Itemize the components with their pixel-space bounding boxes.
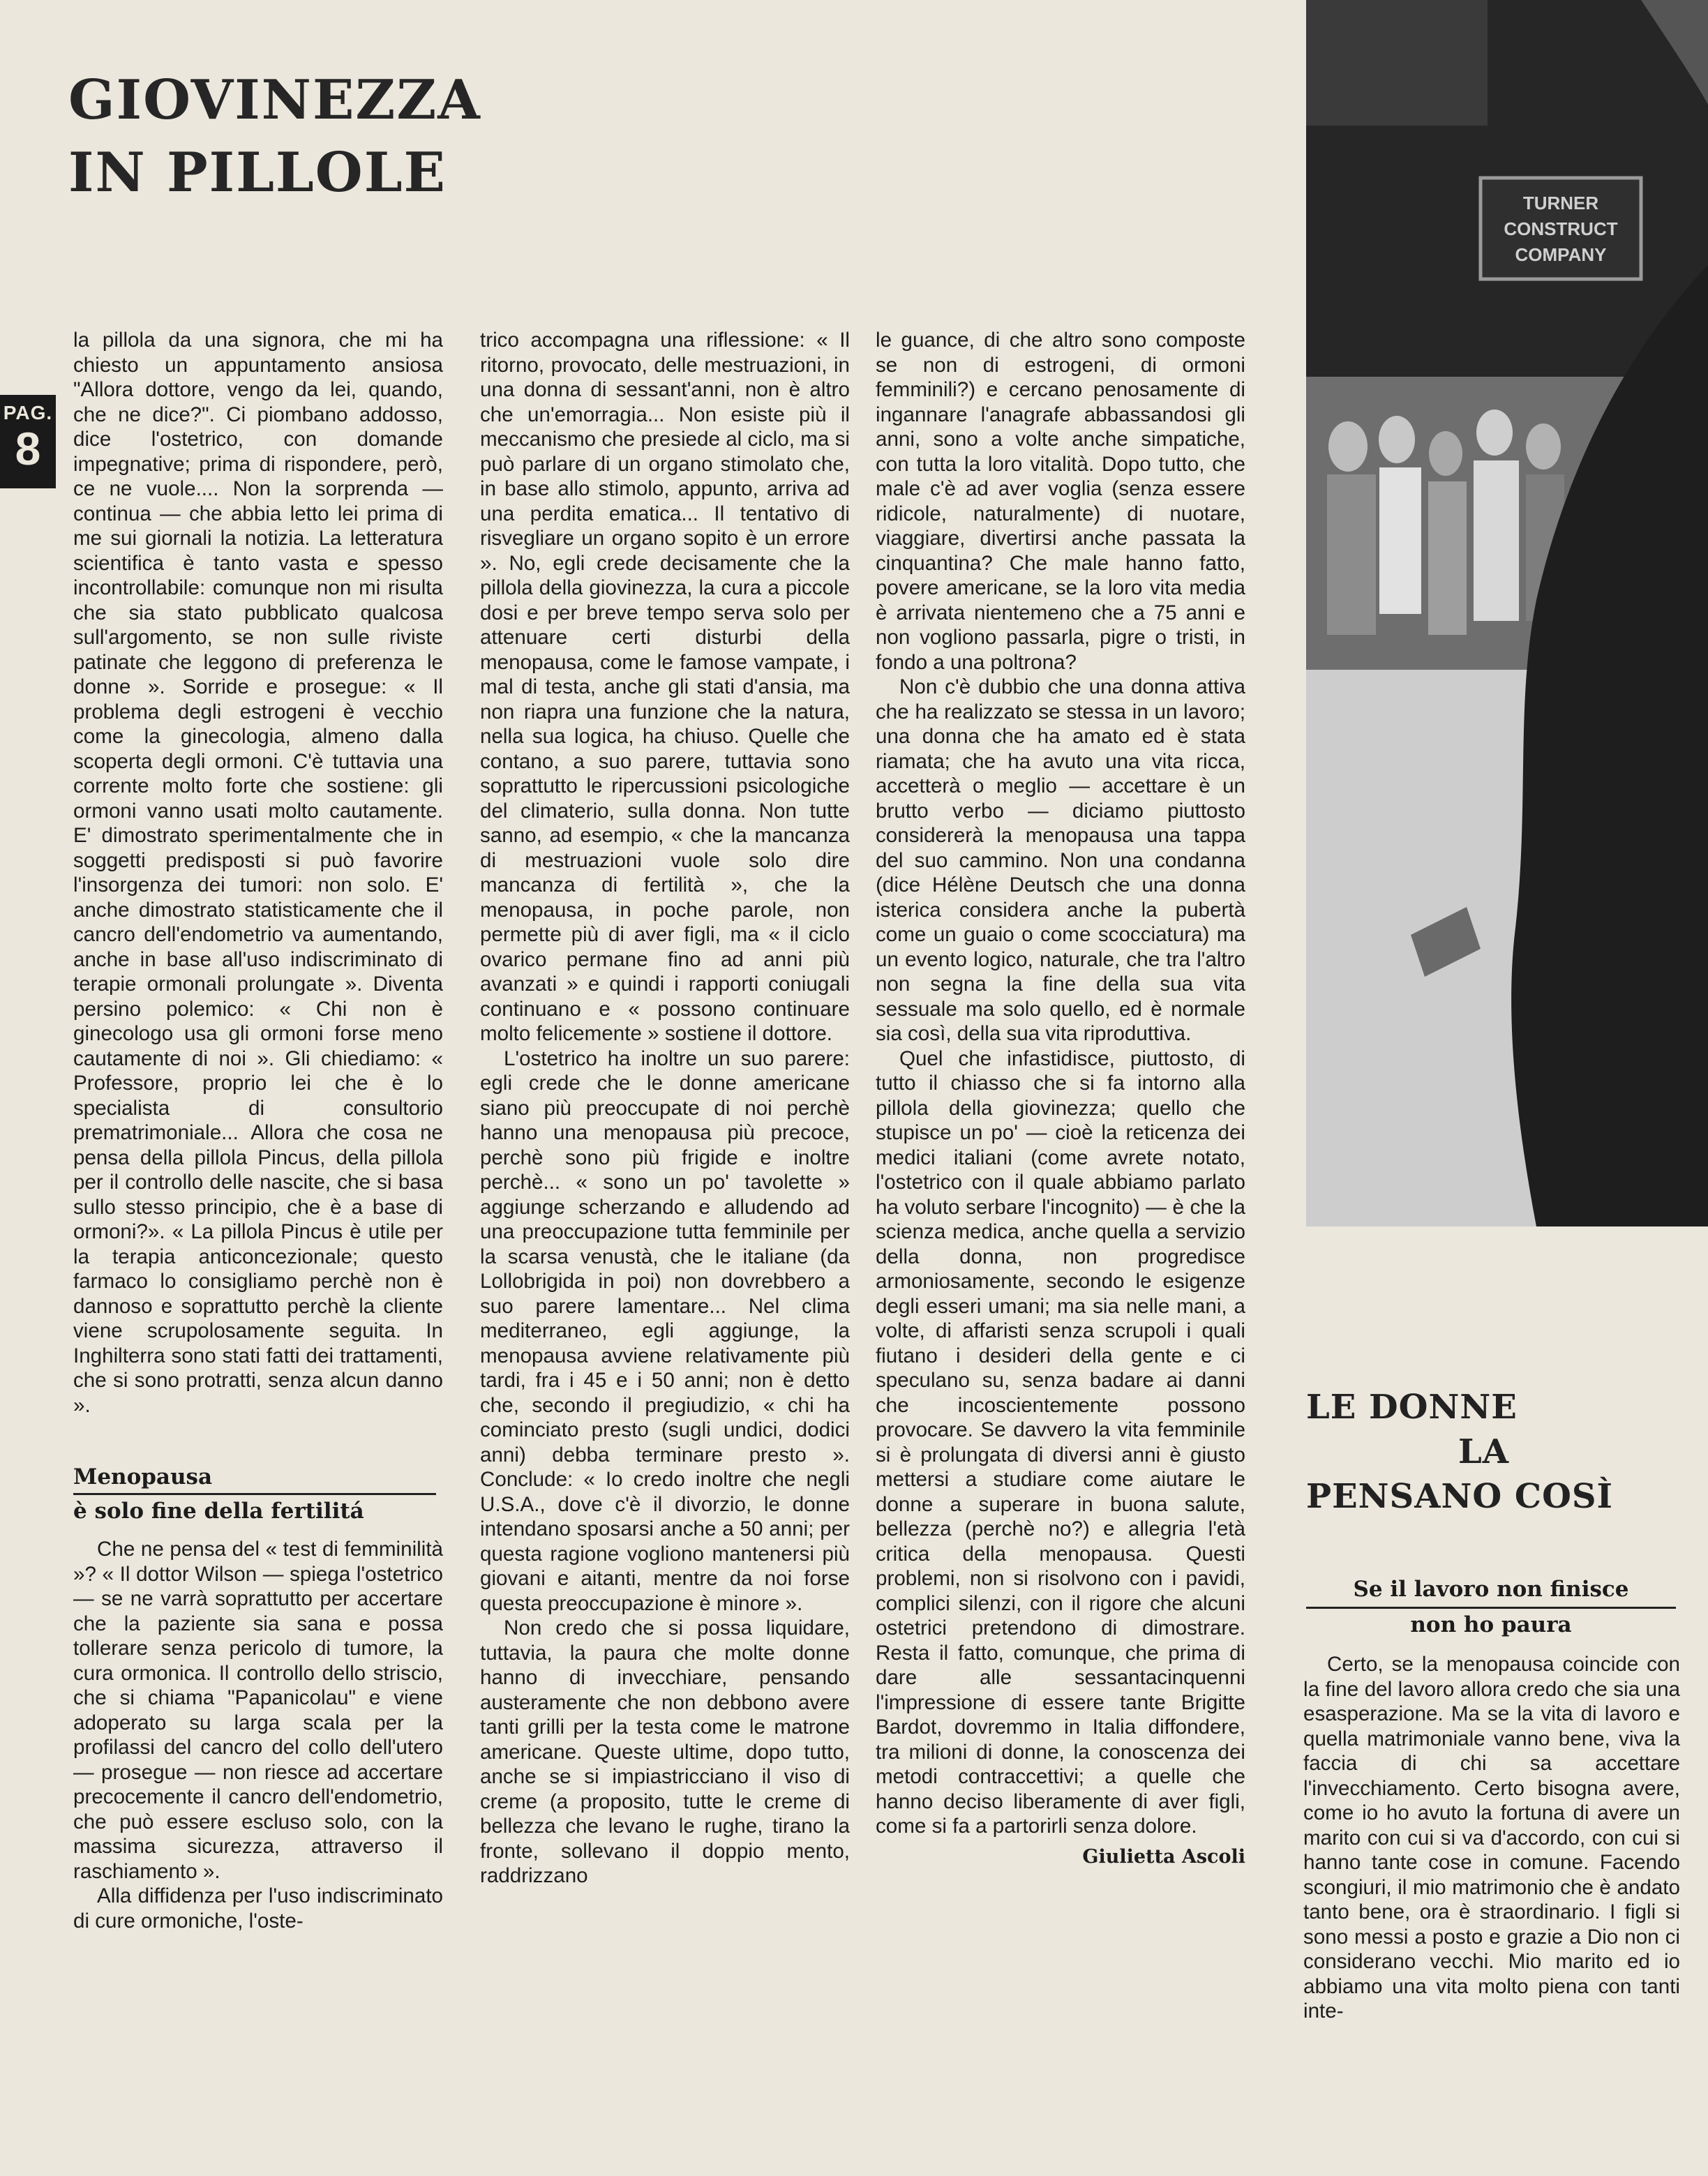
headline-line-2: IN PILLOLE [68,141,447,204]
author-signature: Giulietta Ascoli [1082,1845,1245,1868]
sidebar-title-line-1: LE DONNE [1306,1388,1518,1427]
sidebar-column [1303,1652,1680,2024]
page-number-tab [0,395,56,488]
paragraph: le guance, di che altro sono composte se non di estrogeni, di ormoni femminili?) e cercano penosamente di ingannare l'anagrafe abbassandosi gli anni, sono a volte anche simpatiche, con tutta la loro vitalità. Dopo tutto, che male c'è ad aver voglia (senza essere ridicole, naturalmente) di nuotare, viaggiare, divertirsi anche passata la cinquantina? Che male hanno fatto, povere americane, se la loro vita media è arrivata nientemeno che a 75 anni e non vogliono passarla, pigre o tristi, in fondo a una poltrona? [876,329,1245,674]
sign-text-2: CONSTRUCT [1504,218,1618,239]
article-column-1 [73,328,443,1933]
article-column-2 [480,328,850,1889]
sidebar-title-line-2: LA [1458,1432,1509,1471]
article-column-3 [876,328,1245,1869]
sidebar-subheading-line-1: Se il lavoro non finisce [1306,1573,1676,1609]
paragraph: Quel che infastidisce, piuttosto, di tutto il chiasso che si fa intorno alla pillola della giovinezza; quello che stupisce un po' — cioè la reticenza dei medici italiani (come avrete notato, l'ostetrico con il quale abbiamo parlato ha voluto serbare l'incognito) — è che la scienza medica, anche quella a servizio della donna, non progredisce armoniosamente, secondo le esigenze degli esseri umani; ma sia nelle mani, a volte, di affaristi senza scrupoli i quali fiutano i desideri della gente e ci speculano su, senza badare ai danni che incoscientemente possono provocare. Se davvero la vita femminile si è prolungata di diversi anni è giusto mettersi a studiare come aiutare le donne a superare in buona salute, bellezza (perchè no?) e allegria l'età critica della menopausa. Questi problemi, non si risolvono con i pavidi, complici silenzi, con il rigore che alcuni ostetrici pretendono di dimostrare. Resta il fatto, comunque, che prima di dare alle sessantacinquenni l'impressione di essere tante Brigitte Bardot, dovremmo in Italia diffondere, tra milioni di donne, la conoscenza dei metodi contraccettivi; a quelle che hanno deciso liberamente di aver figli, come si fa a partorirli senza dolore. [876,1046,1245,1838]
page-number: 8 [15,423,41,474]
paragraph: la pillola da una signora, che mi ha chiesto un appuntamento ansiosa "Allora dottore, vengo da lei, quando, che ne dice?". Ci piombano addosso, dice l'ostetrico, con domande impegnative; prima di rispondere, però, ce ne vuole.... Non la sorprenda — continua — che abbia letto lei prima di me sui giornali la notizia. La letteratura scientifica è tanto vasta e spesso incontrollabile: comunque non mi risulta che sia stato pubblicato qualcosa sull'argomento, se non sulle riviste patinate che leggono di preferenza le donne ». Sorride e prosegue: « Il problema degli estrogeni è vecchio come la ginecologia, almeno dalla scoperta degli ormoni. C'è tuttavia una corrente molto forte che sostiene: gli ormoni vanno usati molto cautamente. E' dimostrato sperimentalmente che in soggetti predisposti si può favorire l'insorgenza dei tumori: non solo. E' anche dimostrato statisticamente che il cancro dell'endometrio va aumentando, anche in base all'uso indiscriminato di terapie ormonali prolungate ». Diventa persino polemico: « Chi non è ginecologo usa gli ormoni forse meno cautamente di noi ». Gli chiediamo: « Professore, proprio lei che è lo specialista di consultorio prematrimoniale... Allora che cosa ne pensa della pillola Pincus, della pillola per il controllo delle nascite, che si basa sullo stesso principio, che è a base di ormoni?». « La pillola Pincus è utile per la terapia anticoncezionale; questo farmaco lo consigliamo perchè non è dannoso e soprattutto perchè la cliente viene scrupolosamente seguita. In Inghilterra sono stati fatti dei trattamenti, che si sono protratti, senza alcun danno ». [73,329,443,1417]
section-subheading [73,1461,443,1527]
page-label: PAG. [3,402,53,423]
sign-text-1: TURNER [1522,193,1599,213]
headline [68,64,481,209]
paragraph: Che ne pensa del « test di femminilità »? « Il dottor Wilson — spiega l'ostetrico — se ne varrà soprattutto per accertare che la paziente sia sana e possa tollerare senza pericolo di tumore, la cura ormonica. Il controllo dello striscio, che si chiama "Papanicolau" e viene adoperato su larga scala per la profilassi del cancro del collo dell'utero — prosegue — non riesce ad accertare precocemente il cancro dell'endometrio, che può essere escluso solo, con la massima sicurezza, attraverso il raschiamento ». [73,1538,443,1883]
subheading-line-1: Menopausa [73,1461,436,1495]
sidebar-subheading [1306,1573,1676,1641]
paragraph: Non c'è dubbio che una donna attiva che ha realizzato se stessa in un lavoro; una donna che ha amato ed è stata riamata; che ha avuto una vita ricca, accetterà o meglio — accettare è un brutto verbo — diciamo piuttosto considererà la menopausa una tappa del suo cammino. Non una condanna (dice Hélène Deutsch che una donna isterica considera anche la pubertà come un guaio o come scocciatura) ma un evento logico, naturale, che tra l'altro non segna la fine della sua vita sessuale ma solo quello, ed è normale sia così, della sua vita riproduttiva. [876,675,1245,1045]
subheading-line-2: è solo fine della fertilitá [73,1499,364,1524]
sidebar-subheading-line-2: non ho paura [1410,1612,1572,1637]
paragraph: trico accompagna una riflessione: « Il ritorno, provocato, delle mestruazioni, in una donna di sessant'anni, non è altro che un'emorragia... Non esiste più il meccanismo che presiede al ciclo, ma si può parlare di un organo stimolato che, in base allo stimolo, appunto, arriva ad una perdita ematica... Il tentativo di risvegliare un organo sopito è un errore ». No, egli crede decisamente che la pillola della giovinezza, la cura a piccole dosi e per breve tempo serva solo per attenuare certi disturbi della menopausa, come le famose vampate, i mal di testa, anche gli stati d'ansia, ma non riapra una funzione che la natura, nella sua logica, ha chiuso. Quelle che contano, a suo parere, tuttavia sono soprattutto le ripercussioni psicologiche del climaterio, sulla donna. Non tutte sanno, ad esempio, « che la mancanza di mestruazioni vuole solo dire mancanza di fertilità », che la menopausa, in poche parole, non permette più di aver figli, ma « il ciclo ovarico permane fino ad anni più avanzati » e quindi i rapporti coniugali continuano e « possono continuare molto felicemente » sostiene il dottore. [480,329,850,1045]
paragraph: Non credo che si possa liquidare, tuttavia, la paura che molte donne hanno di invecchiare, pensando austeramente che non debbono avere tanti grilli per la testa come le matrone americane. Queste ultime, dopo tutto, anche se si impiastricciano il viso di creme (a proposito, tutte le creme di bellezza che levano le rughe, tirano la fronte, sollevano il doppio mento, raddrizzano [480,1616,850,1887]
street-photo [1306,0,1708,1226]
sidebar-title-line-3: PENSANO COSÌ [1306,1477,1613,1516]
paragraph: L'ostetrico ha inoltre un suo parere: egli crede che le donne americane siano più preoccupate di noi perchè hanno una menopausa più precoce, perchè sono più frigide e inoltre perchè... « sono un po' tavolette » aggiunge scherzando e alludendo ad una preoccupazione tutta femminile per la scarsa venustà, che le italiane (da Lollobrigida in poi) non dovrebbero a suo parere lamentare... Nel clima mediterraneo, egli aggiunge, la menopausa avviene relativamente più tardi, fra i 45 e i 50 anni; non è detto che, secondo il pregiudizio, « chi ha cominciato presto (sugli undici, dodici anni) debba terminare presto ». Conclude: « Io credo inoltre che negli U.S.A., dove c'è il divorzio, le donne intendano sposarsi anche a 50 anni; per questa ragione vogliono mantenersi più giovani e aitanti, mentre da noi forse questa preoccupazione è minore ». [480,1046,850,1615]
sidebar-paragraph: Certo, se la menopausa coincide con la fine del lavoro allora credo che sia una esasperazione. Ma se la vita di lavoro e quella matrimoniale vanno bene, viva la faccia di chi sa accettare l'invecchiamento. Certo bisogna avere, come io ho avuto la fortuna di avere un marito con cui si va d'accordo, con cui si hanno tante cose in comune. Facendo scongiuri, il mio matrimonio che è andato tanto bene, ora è straordinario. I figli si sono messi a posto e grazie a Dio non ci considerano vecchi. Mio marito ed io abbiamo una vita molto piena con tanti inte- [1303,1653,1680,2023]
sign-text-3: COMPANY [1515,244,1607,265]
headline-line-1: GIOVINEZZA [68,68,481,132]
sidebar-title [1306,1385,1708,1519]
paragraph: Alla diffidenza per l'uso indiscriminato di cure ormoniche, l'oste- [73,1884,443,1933]
photo-illustration [1306,0,1708,1226]
